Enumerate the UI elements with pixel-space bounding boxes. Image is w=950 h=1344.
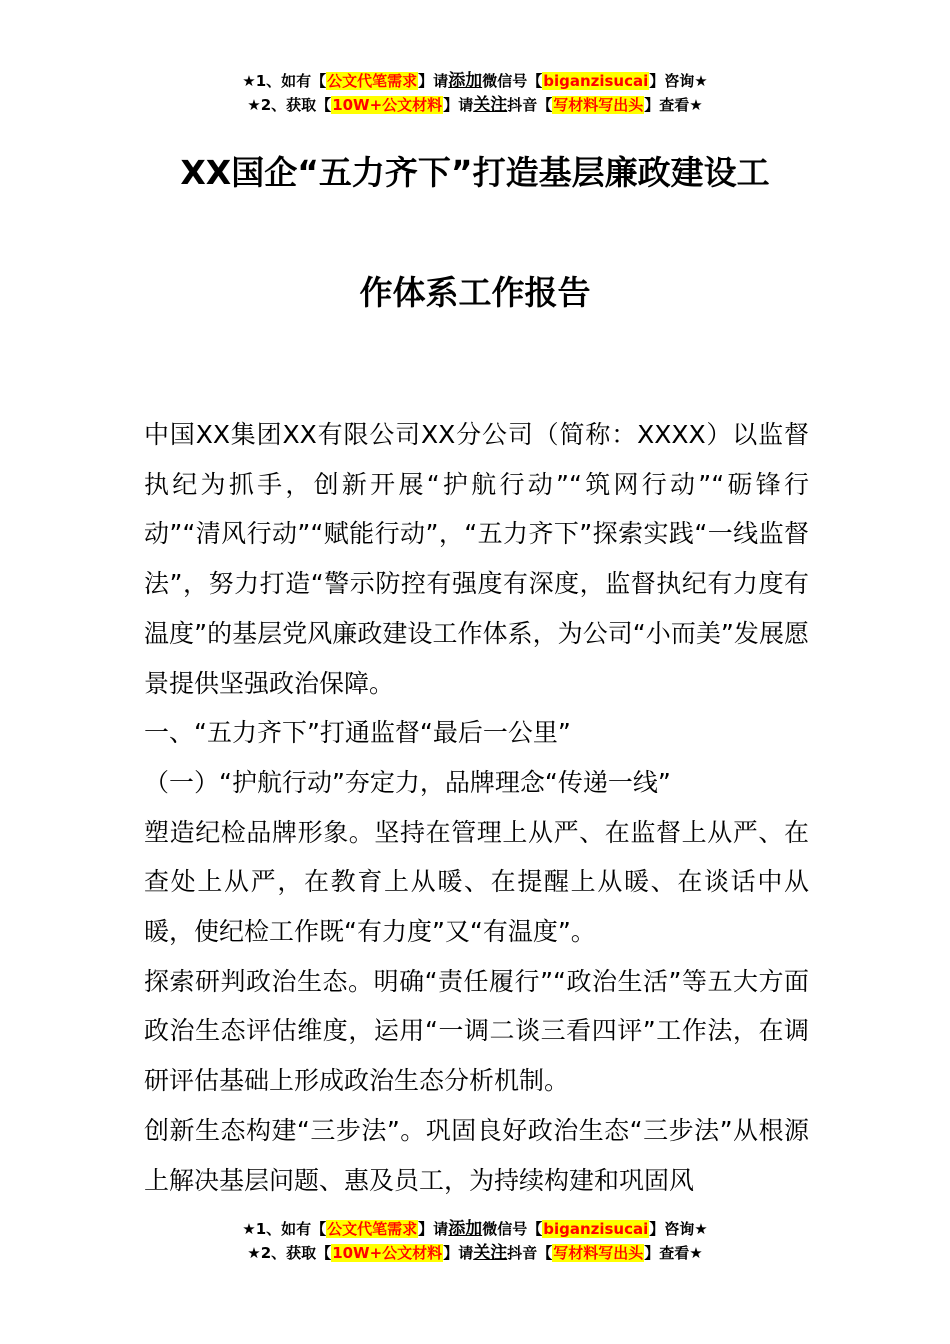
bottom-ad-banner <box>0 1218 950 1266</box>
banner-text: ★1、如有【 <box>242 72 327 90</box>
document-body <box>144 410 809 1205</box>
banner-text: ★1、如有【 <box>242 1220 327 1238</box>
banner-text: 微信号【 <box>482 1220 543 1238</box>
banner-highlight-douyin-id: 写材料写出头 <box>553 96 644 114</box>
banner-highlight-service: 公文代笔需求 <box>327 72 418 90</box>
subsection-heading-1: （一）“护航行动”夯定力，品牌理念“传递一线” <box>144 767 671 797</box>
body-paragraph: 创新生态构建“三步法”。巩固良好政治生态“三步法”从根源上解决基层问题、惠及员工，为持续构建和巩固风 <box>144 1115 809 1195</box>
banner-line-2 <box>0 94 950 118</box>
banner-highlight-materials: 10W+公文材料 <box>332 1244 443 1262</box>
banner-underline-add: 添加 <box>448 71 483 91</box>
top-ad-banner <box>0 70 950 118</box>
banner-highlight-wechat-id: biganzisucai <box>543 1220 649 1238</box>
banner-text: 抖音【 <box>507 96 553 114</box>
body-paragraph: 塑造纪检品牌形象。坚持在管理上从严、在监督上从严、在查处上从严，在教育上从暖、在提醒上从暖、在谈话中从暖，使纪检工作既“有力度”又“有温度”。 <box>144 817 809 947</box>
body-paragraph-intro: 中国XX集团XX有限公司XX分公司（简称：XXXX）以监督执纪为抓手，创新开展“护航行动”“筑网行动”“砺锋行动”“清风行动”“赋能行动”，“五力齐下”探索实践“一线监督法”，努力打造“警示防控有强度有深度，监督执纪有力度有温度”的基层党风廉政建设工作体系，为公司“小而美”发展愿景提供坚强政治保障。 <box>144 420 809 698</box>
banner-line-1 <box>0 70 950 94</box>
banner-text: 抖音【 <box>507 1244 553 1262</box>
banner-text: 】咨询★ <box>649 72 708 90</box>
banner-highlight-materials: 10W+公文材料 <box>332 96 443 114</box>
body-paragraph: 探索研判政治生态。明确“责任履行”“政治生活”等五大方面政治生态评估维度，运用“一调二谈三看四评”工作法，在调研评估基础上形成政治生态分析机制。 <box>144 966 809 1096</box>
banner-text: ★2、获取【 <box>247 1244 332 1262</box>
banner-text: 】查看★ <box>644 96 703 114</box>
document-title-line-2: 作体系工作报告 <box>359 273 591 312</box>
banner-underline-follow: 关注 <box>473 95 508 115</box>
banner-line-2 <box>0 1242 950 1266</box>
banner-text: 】请 <box>443 96 474 114</box>
banner-text: 微信号【 <box>482 72 543 90</box>
banner-underline-follow: 关注 <box>473 1243 508 1263</box>
banner-highlight-service: 公文代笔需求 <box>327 1220 418 1238</box>
banner-highlight-douyin-id: 写材料写出头 <box>553 1244 644 1262</box>
banner-highlight-wechat-id: biganzisucai <box>543 72 649 90</box>
banner-text: 】咨询★ <box>649 1220 708 1238</box>
banner-text: 】请 <box>418 1220 449 1238</box>
section-heading-1: 一、“五力齐下”打通监督“最后一公里” <box>144 718 571 748</box>
banner-underline-add: 添加 <box>448 1219 483 1239</box>
banner-text: 】查看★ <box>644 1244 703 1262</box>
banner-text: 】请 <box>443 1244 474 1262</box>
banner-text: ★2、获取【 <box>247 96 332 114</box>
banner-text: 】请 <box>418 72 449 90</box>
banner-line-1 <box>0 1218 950 1242</box>
document-title-line-1: XX国企“五力齐下”打造基层廉政建设工 <box>180 153 770 192</box>
